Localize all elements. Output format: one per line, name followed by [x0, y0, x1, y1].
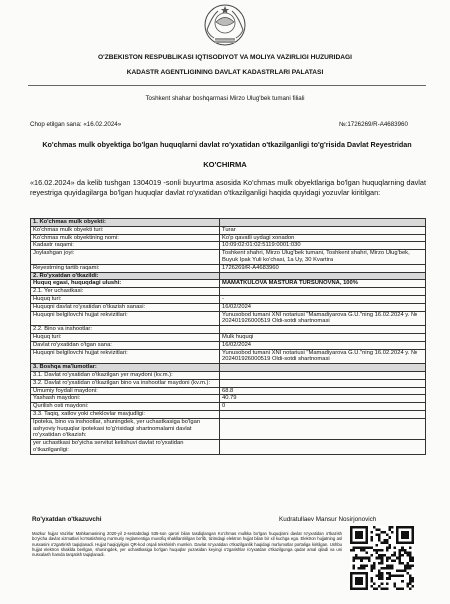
row-label: yer uchastkasi bo'yicha servitut kelishuvi davlat ro'yxatidan o'tkazilganligi: — [31, 440, 220, 455]
registrar-name: Kudratullaev Mansur Nosirjonovich — [279, 516, 377, 523]
table-row — [31, 387, 426, 395]
registrar-label: Ro'yxatdan o'tkazuvchi — [32, 516, 102, 523]
row-label: Yashash maydoni: — [31, 395, 220, 403]
row-value — [220, 326, 426, 334]
qr-code-icon[interactable] — [350, 526, 414, 590]
row-value: Ko'p qavatli uydagi xonadon — [220, 234, 426, 242]
row-value: - — [220, 295, 426, 303]
row-label: Joylashgan joyi: — [31, 250, 220, 265]
row-label: Qurilish osti maydoni: — [31, 403, 220, 411]
row-label: Huquq turi: — [31, 333, 220, 341]
row-value: Yunusobod tumani XNI notariusi "Mamadiyarova G.U."ning 16.02.2024 y. № 202401926000519 Oldi-sotdi shartnomasi — [220, 349, 426, 364]
row-label: 3.1. Davlat ro'yxatidan o'tkazilgan yer maydoni (kv.m.): — [31, 371, 220, 379]
document-type: KO'CHIRMA — [203, 160, 247, 169]
row-value — [220, 371, 426, 379]
row-label: 1. Ko'chmas mulk obyekti: — [31, 219, 220, 227]
row-label: Ko'chmas mulk obyekti turi: — [31, 226, 220, 234]
table-row — [31, 371, 426, 379]
header-divider — [28, 85, 426, 86]
table-row — [31, 288, 426, 296]
ministry-heading: O'ZBEKISTON RESPUBLIKASI IQTISODIYOT VA MOLIYA VAZIRLIGI HUZURIDAGI — [98, 54, 352, 61]
row-value — [220, 219, 426, 227]
row-value: 1726269/R-A4683960 — [220, 264, 426, 272]
row-label: Huquqni belgilovchi hujjat rekvizitlari: — [31, 311, 220, 326]
row-value: 40.79 — [220, 395, 426, 403]
row-value — [220, 364, 426, 372]
row-label: Huquqni davlat ro'yxatidan o'tkazish sanasi: — [31, 303, 220, 311]
table-row — [31, 250, 426, 265]
row-label: Huquq egasi, huquqdagi ulushi: — [31, 280, 220, 288]
row-label: Kadastr raqami: — [31, 242, 220, 250]
row-label: 3. Boshqa ma'lumotlar: — [31, 364, 220, 372]
intro-paragraph: «16.02.2024» da kelib tushgan 1304019 -sonli buyurtma asosida Ko'chmas mulk obyektlariga bo'lgan huquqlarning davlat reyestriga quyidagilarga bo'lgan huquqlar davlat ro'yxatidan o'tkazilganligi haqida quyidagi yozuvlar kiritilgan: — [30, 178, 426, 198]
row-value: Mulk huquqi — [220, 333, 426, 341]
table-row — [31, 242, 426, 250]
row-label: 2.2. Bino va inshootlar: — [31, 326, 220, 334]
print-date: Chop etilgan sana: «16.02.2024» — [30, 121, 122, 128]
state-emblem-icon — [200, 2, 250, 48]
table-section-row — [31, 219, 426, 227]
table-row — [31, 234, 426, 242]
row-label: Ipoteka, bino va inshootlar, shuningdek, yer uchastkasiga bo'lgan ashyoviy huquqlar ipotekasi to'g'risidagi shartnomalarni davlat ro'yxatidan o'tkazish: — [31, 418, 220, 439]
table-row — [31, 280, 426, 288]
row-value: 0 — [220, 403, 426, 411]
row-value: 68.8 — [220, 387, 426, 395]
footer-note: Mazkur hujjat Vazirlar Mahkamasining 2020-yil 2-sentabrdagi 535-son qarori bilan tasdiqlangan Ko'chmas mulkka bo'lgan huquqlarni davlat ro'yxatidan o'tkazish bo'yicha davlat xizmatlari ko'rsatishning ma'muriy reglamentiga muvofiq shakllantirilgan bo'lib, tizimdagi elektron hujjat bilan bir xil kuchga ega. Elektron hujjatning asl nusxasini o'zgartirish taqiqlanadi. Hujjat haqiqiyligini QR-kod orqali tekshirish mumkin. Davlat ro'yxatidan o'tkazilganlik haqidagi ma'lumotlar portaliga kiritilgan. Ushbu hujjat elektron shaklda berilgan, shuningdek, yer uchastkasiga bo'lgan huquqlar yuzasidan keyingi o'zgarishlar ro'yxatdan o'tkazilgunga qadar amal qiladi va uni nusxalash hamda tarqatish taqiqlanadi. — [32, 531, 342, 558]
row-value — [220, 418, 426, 439]
row-label: 3.3. Taqiq, xatlov yoki cheklovlar mavjudligi: — [31, 410, 220, 418]
row-value — [220, 288, 426, 296]
table-row — [31, 264, 426, 272]
agency-heading: KADASTR AGENTLIGINING DAVLAT KADASTRLARI PALATASI — [126, 69, 324, 76]
row-value: 16/02/2024 — [220, 303, 426, 311]
row-label: 3.2. Davlat ro'yxatidan o'tkazilgan bino va inshootlar maydoni (kv.m.): — [31, 379, 220, 387]
table-row — [31, 226, 426, 234]
row-label: Umumiy foydali maydoni: — [31, 387, 220, 395]
registry-table — [30, 218, 426, 455]
table-row — [31, 440, 426, 455]
table-row — [31, 295, 426, 303]
branch-name: Toshkent shahar boshqarmasi Mirzo Ulug'bek tumani filiali — [145, 95, 305, 102]
row-value: Turar — [220, 226, 426, 234]
row-label: Ko'chmas mulk obyektining nomi: — [31, 234, 220, 242]
table-row — [31, 349, 426, 364]
table-row — [31, 311, 426, 326]
row-label: Huquqni belgilovchi hujjat rekvizitlari: — [31, 349, 220, 364]
table-row — [31, 410, 426, 418]
table-row — [31, 303, 426, 311]
table-row — [31, 341, 426, 349]
table-row — [31, 395, 426, 403]
row-label: 2.1. Yer uchastkasi: — [31, 288, 220, 296]
row-label: Reyestrning tartib raqami: — [31, 264, 220, 272]
row-label: 2. Ro'yxatdan o'tkazildi: — [31, 272, 220, 280]
table-row — [31, 326, 426, 334]
row-value: Toshkent shahri, Mirzo Ulug'bek tumani, Toshkent shahri, Mirzo Ulug'bek, Buyuk Ipak Yuli ko'chasi, 1a Uy, 30 Kvartira — [220, 250, 426, 265]
row-value: 16/02/2024 — [220, 341, 426, 349]
row-value — [220, 272, 426, 280]
table-row — [31, 418, 426, 439]
table-row — [31, 379, 426, 387]
row-value: MAMATKULOVA MASTURA TURSUNOVNA, 100% — [220, 280, 426, 288]
table-row — [31, 333, 426, 341]
row-value — [220, 440, 426, 455]
table-section-row — [31, 272, 426, 280]
row-value — [220, 410, 426, 418]
row-label: Davlat ro'yxatidan o'tgan sana: — [31, 341, 220, 349]
document-title: Ko'chmas mulk obyektiga bo'lgan huquqlarni davlat ro'yxatidan o'tkazilganligi to'g'risida Davlat Reyestridan — [42, 140, 412, 149]
row-value: 10:09:02:01:02:5119:0001:030 — [220, 242, 426, 250]
row-value: Yunusobod tumani XNI notariusi "Mamadiyarova G.U."ning 16.02.2024 y. № 202401926000519 Oldi-sotdi shartnomasi — [220, 311, 426, 326]
row-label: Huquq turi: — [31, 295, 220, 303]
document-number: №:1726269/R-A4683960 — [339, 121, 408, 128]
row-value — [220, 379, 426, 387]
table-section-row — [31, 364, 426, 372]
table-row — [31, 403, 426, 411]
